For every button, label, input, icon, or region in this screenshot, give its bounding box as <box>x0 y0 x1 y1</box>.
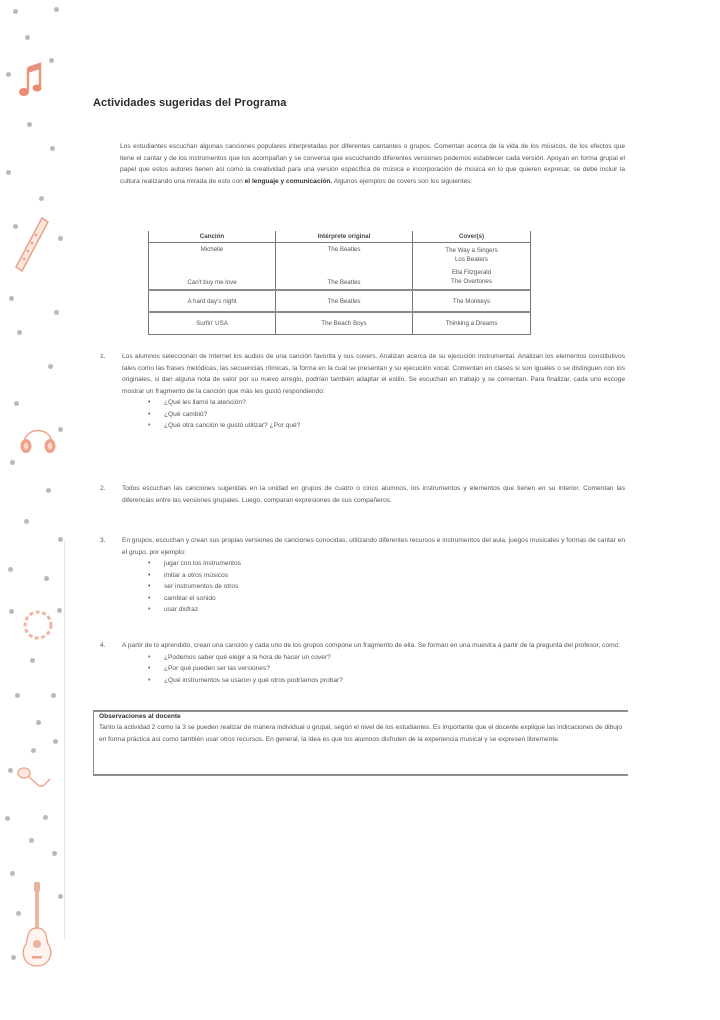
table-row <box>149 243 531 291</box>
original-artist: The Beatles <box>327 279 361 286</box>
covers-cell: Thinking a Dreams <box>413 312 531 335</box>
item-number: 4. <box>100 642 106 649</box>
cover-artist: The Overtones <box>451 278 492 285</box>
bullet-item: • ser instrumentos de otros <box>148 581 625 593</box>
bullet-item: • ¿Por qué pueden ser las versiones? <box>148 663 625 675</box>
table-row <box>149 312 531 335</box>
table-row <box>149 290 531 312</box>
item-text: Los alumnos seleccionan de Internet los audios de una canción favorita y sus covers. Analizan acerca de su ejecución instrumental. Analizan los elementos constitutivos tales como las frases melódicas, las secuencias rítmicas, la forma en la cual se presentan y su ejecución vocal. Comentan en clases si son iguales o se distinguen con los originales, si dan alguna nota de valor por su nuevo arreglo, podrían también adaptar el estilo. Se escuchan en trabajo y se comentan. Para finalizar, cada uno escoge mostrar un fragmento de la canción que más les gustó respondiendo: <box>122 353 625 395</box>
original-cell: The Beatles <box>276 290 413 312</box>
teacher-observations-box <box>93 710 628 776</box>
covers-table <box>148 231 531 335</box>
column-header-original: Intérprete original <box>276 231 413 243</box>
column-header-covers: Cover(s) <box>413 231 531 243</box>
item-bullets <box>148 652 625 687</box>
section-title: Actividades sugeridas del Programa <box>93 97 287 109</box>
original-cell: The Beach Boys <box>276 312 413 335</box>
original-artist: The Beatles <box>327 246 361 253</box>
activity-item-2 <box>100 483 625 506</box>
item-number: 1. <box>100 353 106 360</box>
intro-tail: Algunos ejemplos de covers son los siguientes: <box>333 177 473 185</box>
bullet-item: • ¿Qué otra canción le gustó utilizar? ¿Por qué? <box>148 420 625 432</box>
item-text: En grupos, escuchan y crean sus propias versiones de canciones conocidas, utilizando diferentes recursos e instrumentos del aula, juegos musicales y formas de cantar en el grupo, por ejemplo: <box>122 537 625 556</box>
bullet-item: • imitar a otros músicos <box>148 570 625 582</box>
activity-item-3 <box>100 535 625 616</box>
activity-item-1 <box>100 351 625 432</box>
cover-artist: The Way a Singers <box>445 247 498 254</box>
activity-item-4 <box>100 640 625 686</box>
bullet-item: • ¿Qué cambió? <box>148 409 625 421</box>
bullet-item: • ¿Qué instrumentos se usaron y qué otros podríamos probar? <box>148 675 625 687</box>
song-cell: A hard day's night <box>149 290 276 312</box>
item-text: A partir de lo aprendido, crean una canción y cada uno de los grupos compone un fragmento de ella. Se forman en una muestra a partir de la pregunta del profesor, como: <box>122 642 621 649</box>
item-bullets <box>148 558 625 616</box>
column-header-song: Canción <box>149 231 276 243</box>
intro-text: Los estudiantes escuchan algunas canciones populares interpretadas por diferentes cantantes o grupos. Comentan acerca de la vida de los músicos, de los efectos que tiene el cantar y de los instrumentos que los acompañan y se conversa que escuchando diferentes versiones podemos establecer cada versión. Apoyan en forma grupal el papel que estos autores tienen así como la creatividad para una versión específica de música e incorporación de música en lo que quieren expresar, se debe incluir la cultura realizando una mirada de esto con <box>120 143 625 185</box>
bullet-item: • cambiar el sonido <box>148 593 625 605</box>
item-bullets <box>148 397 625 432</box>
item-text: Todos escuchan las canciones sugeridas en la unidad en grupos de cuatro o cinco alumnos, los instrumentos y elementos que tienen en su interior. Comentan las diferencias entre las versiones grupales. Luego, comparan expresiones de sus compañeros. <box>122 485 625 504</box>
bullet-item: • ¿Qué les llamó la atención? <box>148 397 625 409</box>
bullet-item: • ¿Podemos saber qué elegir a la hora de hacer un cover? <box>148 652 625 664</box>
observations-text: Tanto la actividad 2 como la 3 se pueden realizar de manera individual o grupal, según el nivel de los estudiantes. Es importante que el docente explique las indicaciones de dibujo en forma práctica así como también usar otros recursos. En general, la idea es que los alumnos disfruten de la experiencia musical y se expresen libremente. <box>99 724 623 743</box>
covers-cell: The Monkeys <box>413 290 531 312</box>
intro-paragraph <box>120 141 625 187</box>
song-name: Can't buy me love <box>187 279 237 286</box>
song-cell: Surfin' USA <box>149 312 276 335</box>
cover-artist: Los Beaters <box>454 256 489 263</box>
song-name: Michelle <box>200 246 224 253</box>
bullet-item: • jugar con los instrumentos <box>148 558 625 570</box>
item-number: 2. <box>100 485 106 492</box>
song-cell <box>149 243 276 291</box>
table-header-row <box>149 231 531 243</box>
intro-bold-phrase: el lenguaje y comunicación. <box>244 177 333 185</box>
covers-cell <box>413 243 531 291</box>
item-number: 3. <box>100 537 106 544</box>
observations-heading: Observaciones al docente <box>99 713 181 720</box>
original-cell <box>276 243 413 291</box>
bullet-item: • usar disfraz <box>148 604 625 616</box>
cover-artist: Ella Fitzgerald <box>451 269 492 276</box>
